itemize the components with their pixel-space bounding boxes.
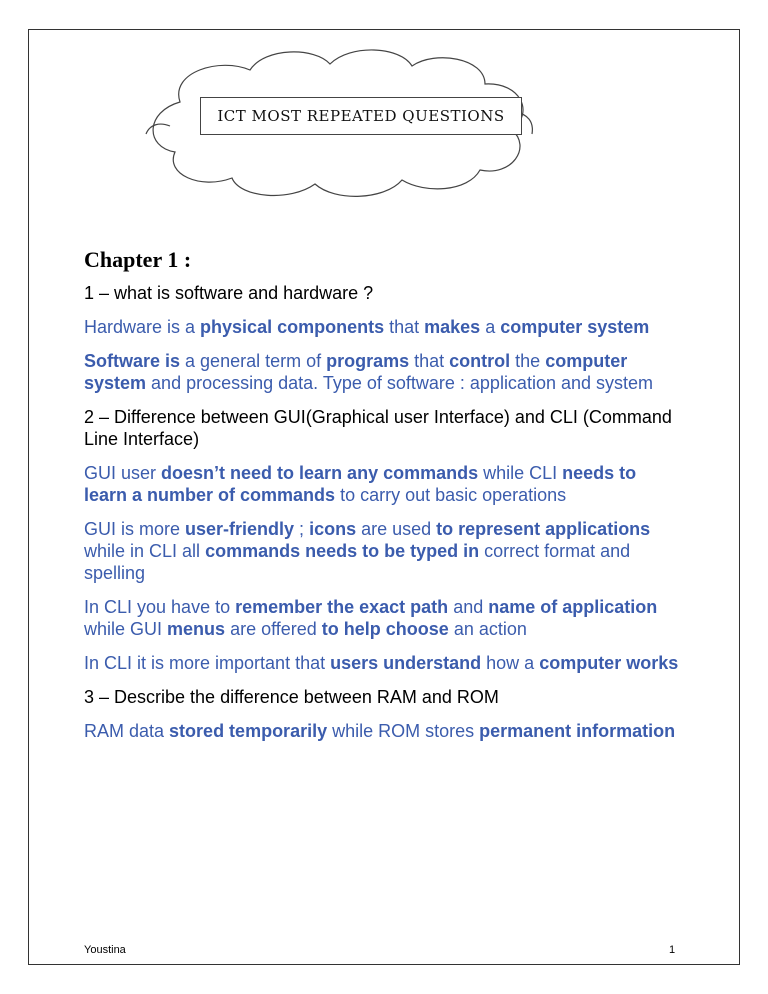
title-box — [200, 97, 522, 135]
answer-3: GUI user doesn’t need to learn any commands while CLI needs to learn a number of commands to carry out basic operations — [84, 463, 637, 505]
answer-7: RAM data stored temporarily while ROM stores permanent information — [84, 721, 676, 741]
answer-2: Software is a general term of programs that control the computer system and processing data. Type of software : application and system — [84, 351, 654, 393]
question-3: 3 – Describe the difference between RAM and ROM — [84, 687, 499, 707]
question-2: 2 – Difference between GUI(Graphical user Interface) and CLI (Command Line Interface) — [84, 407, 672, 449]
footer-author: Youstina — [84, 944, 126, 956]
chapter-heading: Chapter 1 : — [84, 247, 192, 272]
answer-6: In CLI it is more important that users understand how a computer works — [84, 653, 679, 673]
document-title: ICT MOST REPEATED QUESTIONS — [217, 107, 505, 125]
answer-1: Hardware is a physical components that makes a computer system — [84, 317, 650, 337]
answer-4: GUI is more user-friendly ; icons are used to represent applications while in CLI all commands needs to be typed in correct format and spelling — [84, 519, 651, 583]
document-body — [84, 247, 684, 754]
question-1: 1 – what is software and hardware ? — [84, 283, 374, 303]
answer-5: In CLI you have to remember the exact path and name of application while GUI menus are offered to help choose an action — [84, 597, 658, 639]
page-number: 1 — [669, 944, 676, 956]
